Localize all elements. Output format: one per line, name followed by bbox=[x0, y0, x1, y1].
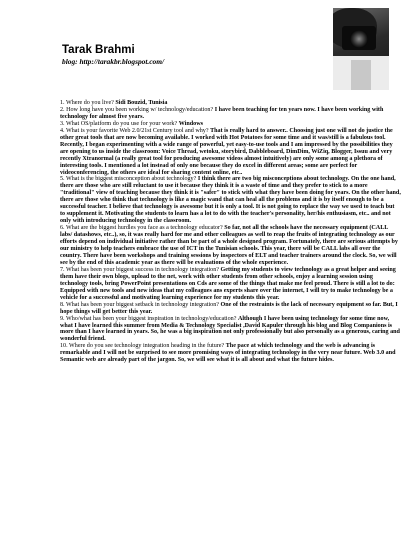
question-5: 5. What is the biggest misconception about technology? bbox=[60, 176, 197, 183]
answer-9: Although I have been using technology for some time now, what I have learned this summer from Media & Technology Specialist ,David Kapuler through his blog and Blog Companions is more than I have learned in years. So, he was a big inspiration not only professionally but also personally as a generous, caring and wonderful friend. bbox=[60, 315, 400, 343]
answer-1: Sidi Bouzid, Tunisia bbox=[115, 100, 168, 106]
question-9: 9. Who/what has been your biggest inspiration in technology/education? bbox=[60, 315, 237, 322]
qa-item-6 bbox=[60, 225, 401, 267]
question-8: 8. What has been your biggest setback in technology integration? bbox=[60, 301, 219, 308]
question-10: 10. Where do you see technology integration heading in the future? bbox=[60, 343, 225, 350]
question-6: 6. What are the biggest hurdles you face as a technology educator? bbox=[60, 225, 223, 232]
author-name: Tarak Brahmi bbox=[62, 44, 135, 56]
qa-item-7 bbox=[60, 267, 401, 302]
photo-shade bbox=[351, 60, 371, 90]
camera-lens bbox=[350, 30, 368, 48]
answer-6: So far, not all the schools have the necessary equipment (CALL labs/ datashows, etc..), so, it was really hard for me and other colleagues as well to reap the fruits of integrating technology as our efforts depend on individual initiative rather than be part of a whole designed program. Fortunately, there are serious attempts by our ministry to help teachers embrace the use of ICT in the Tunisian schools. This year, there will be CALL labs all over the country. There have been workshops and training sessions by inspectors of ELT and teacher trainers around the clock. So, we will see by the end of this academic year as there will be evaluations of the whole experience. bbox=[60, 225, 398, 266]
answer-2: I have been teaching for ten years now. I have been working with technology for almost five years. bbox=[60, 106, 384, 120]
qa-item-5 bbox=[60, 176, 401, 225]
qa-item-4 bbox=[60, 128, 401, 177]
blog-url: blog: http://tarakbr.blogspot.com/ bbox=[62, 57, 165, 66]
question-2: 2. How long have you been working w/ technology/education? bbox=[60, 106, 214, 113]
answer-3: Windows bbox=[178, 120, 203, 127]
question-3: 3. What OS/platform do you use for your work? bbox=[60, 120, 178, 127]
answer-8: One of the restraints is the lack of necessary equipment so far. But, I hope things will get better this year. bbox=[60, 301, 398, 315]
qa-item-1 bbox=[60, 100, 401, 107]
qa-item-10 bbox=[60, 343, 401, 364]
answer-4: That is really hard to answer.. Choosing just one will not do justice the other great tools that are now becoming available. I worked with Hot Potatoes for some time and it was/still is a fabulous tool. Recently, I began experimenting with a wide range of powerful, yet easy-to-use tools and I am impressed by the possibilities they are opening to us inside the classroom: Voice Thread, wetoku, storybird, Dabbleboard, DimDim, WiZiq, Blogger, Issuu and very recently Xtranormal (a really great tool for producing awesome videos almost intuitively) are only some among a plethora of interesting tools. I mentioned a lot instead of only one because they do excel in different areas; some are perfect for videoconferencing, the others are ideal for sharing content online, etc.. bbox=[60, 127, 393, 176]
answer-5: I think there are two big misconceptions about technology. On the one hand, there are those who are still reluctant to use it because they think it is a waste of time and they prefer to stick to a more "traditional" view of teaching because they think it is "safer" to stick with what they have been doing for years. On the other hand, there are those who think that technology is like a magic wand that can heal all the problems and it is by itself enough to be a successful teacher. I believe that technology is awesome but it is only a tool. It is not going to replace the way we used to teach but to supplement it. Motivating the students to learn has a lot to do with the teacher's personality, her/his enthusiasm, etc.. and not only with introducing technology in the classroom. bbox=[60, 176, 401, 225]
qa-item-3 bbox=[60, 121, 401, 128]
header bbox=[62, 44, 164, 67]
interview-body bbox=[60, 100, 401, 364]
answer-10: The pace at which technology and the web is advancing is remarkable and I will not be surprised to see more promising ways of integrating technology in the very near future. Web 3.0 and Semantic web are already part of the jargon. So, we will see what it is all about and what the future hides. bbox=[60, 343, 396, 364]
question-1: 1. Where do you live? bbox=[60, 100, 114, 106]
qa-item-8 bbox=[60, 302, 401, 316]
answer-7: Getting my students to view technology as a great helper and seeing them have their own blogs, upload to the net, work with other students from other schools, enjoy a learning session using technology tools, bring PowerPoint presentations on Cds are some of the things that make me feel proud. There is still a lot to do: Equipped with new tools and new ideas that my colleagues ans experts share over the internet, I will try to make technology be a vehicle for a successful and motivating learning experience for my students this year. bbox=[60, 266, 396, 301]
qa-item-2 bbox=[60, 107, 401, 121]
question-4: 4. What is your favorite Web 2.0/21st Century tool and why? bbox=[60, 127, 209, 134]
question-7: 7. What has been your biggest success in technology integration? bbox=[60, 266, 219, 273]
qa-item-9 bbox=[60, 316, 401, 344]
author-photo bbox=[333, 8, 389, 90]
